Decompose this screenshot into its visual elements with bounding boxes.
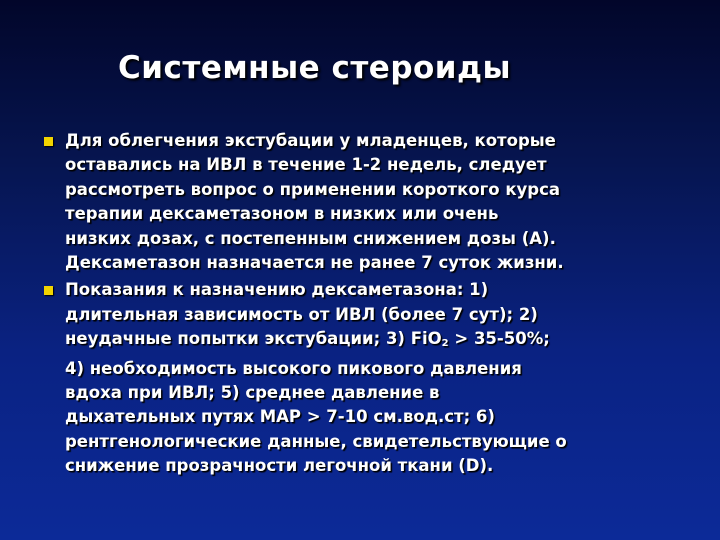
bullet-line: вдоха при ИВЛ; 5) среднее давление в xyxy=(65,383,440,403)
bullet-line: длительная зависимость от ИВЛ (более 7 сут); 2) xyxy=(65,304,538,324)
fio2-label: неудачные попытки экстубации; 3) FiO xyxy=(65,329,442,349)
fio2-threshold: > 35-50%; xyxy=(448,329,550,349)
square-bullet-icon xyxy=(44,137,53,146)
bullet-line: рентгенологические данные, свидетельствующие о xyxy=(65,431,567,451)
bullet-line: 4) необходимость высокого пикового давления xyxy=(65,358,522,378)
bullet-line: Показания к назначению дексаметазона: 1) xyxy=(65,280,489,300)
fio2-subscript: 2 xyxy=(441,338,449,350)
bullet-list xyxy=(44,129,694,482)
bullet-line: низких дозах, с постепенным снижением дозы (A). xyxy=(65,228,556,248)
bullet-line: снижение прозрачности легочной ткани (D). xyxy=(65,456,494,476)
bullet-item xyxy=(44,278,694,478)
bullet-line: рассмотреть вопрос о применении короткого курса xyxy=(65,179,561,199)
bullet-line: терапии дексаметазоном в низких или очень xyxy=(65,204,499,224)
bullet-line: дыхательных путях MAP > 7-10 см.вод.ст; 6) xyxy=(65,407,495,427)
bullet-line: Дексаметазон назначается не ранее 7 суток жизни. xyxy=(65,253,564,273)
bullet-line: Для облегчения экстубации у младенцев, которые xyxy=(65,131,556,150)
slide-title: Системные стероиды xyxy=(118,50,512,86)
bullet-item xyxy=(44,129,694,275)
bullet-line: оставались на ИВЛ в течение 1-2 недель, следует xyxy=(65,155,547,175)
square-bullet-icon xyxy=(44,286,53,295)
bullet-line xyxy=(65,327,694,356)
